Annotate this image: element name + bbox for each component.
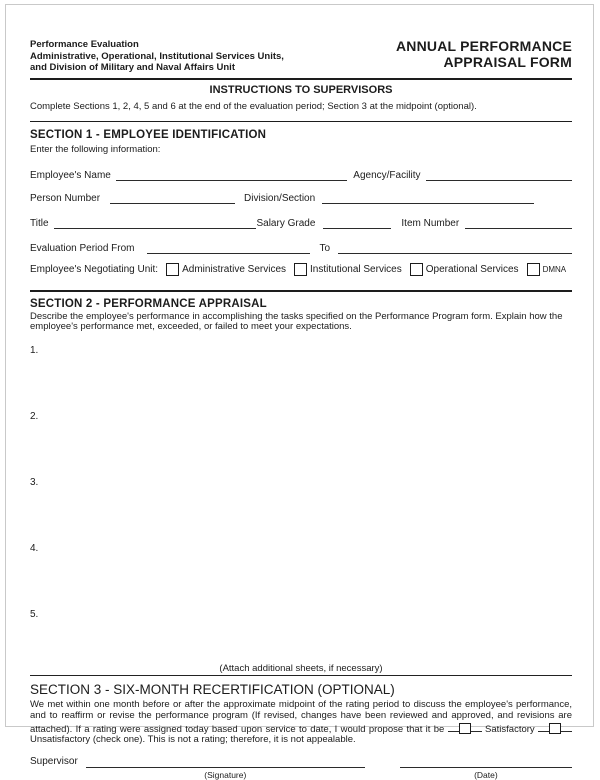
operational-services-checkbox[interactable]: [410, 263, 423, 276]
section2-description: Describe the employee's performance in accomplishing the tasks specified on the Performance Program form. Explain how the employee's performance met, exceeded, or failed to meet your expectations.: [30, 310, 563, 333]
item-3-number: 3.: [30, 477, 39, 489]
satisfactory-line-right: [471, 722, 482, 732]
salary-grade-label: Salary Grade: [256, 218, 316, 229]
title-input-line[interactable]: [54, 216, 257, 229]
form-header: [30, 0, 572, 74]
appraisal-item-2[interactable]: [30, 411, 572, 465]
item-5-number: 5.: [30, 609, 39, 621]
unit-identification: [30, 39, 284, 74]
option-administrative-services: [166, 263, 286, 276]
instructions-title: INSTRUCTIONS TO SUPERVISORS: [209, 83, 393, 96]
instructions-divider: [30, 121, 572, 123]
division-section-input-line[interactable]: [322, 191, 534, 204]
appraisal-item-4[interactable]: [30, 543, 572, 597]
date-caption: (Date): [474, 770, 498, 780]
employees-name-label: Employee's Name: [30, 170, 111, 181]
section3-title: SECTION 3 - SIX-MONTH RECERTIFICATION (OPTIONAL): [30, 682, 395, 698]
form-content: [30, 0, 572, 780]
negotiating-unit-row: [30, 263, 572, 276]
dmna-checkbox[interactable]: [527, 263, 540, 276]
row-name-agency: [30, 168, 572, 181]
item-2-number: 2.: [30, 411, 39, 423]
satisfactory-checkbox[interactable]: [459, 723, 471, 734]
appraisal-items: [30, 345, 572, 663]
form-title-line-2: APPRAISAL FORM: [443, 53, 572, 70]
appraisal-item-3[interactable]: [30, 477, 572, 531]
attach-note: (Attach additional sheets, if necessary): [30, 663, 572, 676]
employees-name-input-line[interactable]: [116, 168, 347, 181]
to-label: To: [319, 243, 331, 254]
row-title-grade-item: [30, 216, 572, 229]
unit-line-2: Administrative, Operational, Institutional Services Units,: [30, 50, 284, 62]
appraisal-item-5[interactable]: [30, 609, 572, 663]
signature-caption: (Signature): [204, 770, 247, 780]
person-number-label: Person Number: [30, 193, 101, 204]
agency-facility-label: Agency/Facility: [353, 170, 421, 181]
option-dmna: [527, 263, 567, 276]
division-section-label: Division/Section: [244, 193, 316, 204]
agency-facility-input-line[interactable]: [426, 168, 572, 181]
section1-divider: [30, 290, 572, 292]
form-title-line-1: ANNUAL PERFORMANCE: [395, 38, 572, 54]
appraisal-item-1[interactable]: [30, 345, 572, 399]
section3-paragraph: [30, 700, 572, 746]
item-1-number: 1.: [30, 345, 39, 357]
option-institutional-services: [294, 263, 402, 276]
instructions-text: Complete Sections 1, 2, 4, 5 and 6 at the end of the evaluation period; Section 3 at the midpoint (optional).: [30, 100, 477, 112]
date-input-line[interactable]: [400, 756, 572, 768]
supervisor-label: Supervisor: [30, 756, 78, 768]
period-from-input-line[interactable]: [147, 241, 310, 254]
row-evaluation-period: [30, 241, 572, 254]
section3-text-2: Unsatisfactory (check one). This is not a rating; therefore, it is not appealable.: [30, 734, 356, 746]
dmna-label: DMNA: [542, 265, 567, 274]
section3-text-1: We met within one month before or after the approximate midpoint of the rating period to discuss the employee's performance, and to reaffirm or revise the performance program (If revised, changes have been reviewed and approved, and revisions are attached). If a rating were assigned today based upon service to date, I would propose that it be: [30, 699, 572, 735]
unit-line-1: Performance Evaluation: [30, 39, 139, 50]
unsatisfactory-line-right: [561, 722, 572, 732]
item-4-number: 4.: [30, 543, 39, 555]
institutional-services-checkbox[interactable]: [294, 263, 307, 276]
satisfactory-label: Satisfactory: [485, 723, 535, 735]
satisfactory-line-left: [448, 722, 459, 732]
section1-subtitle: Enter the following information:: [30, 144, 161, 155]
row-person-division: [30, 191, 572, 204]
administrative-services-label: Administrative Services: [182, 264, 287, 275]
evaluation-period-from-label: Evaluation Period From: [30, 243, 135, 254]
period-to-input-line[interactable]: [338, 241, 572, 254]
unsatisfactory-checkbox[interactable]: [549, 723, 561, 734]
section1-title: SECTION 1 - EMPLOYEE IDENTIFICATION: [30, 129, 267, 141]
administrative-services-checkbox[interactable]: [166, 263, 179, 276]
item-number-label: Item Number: [401, 218, 460, 229]
date-column: [400, 756, 572, 780]
person-number-input-line[interactable]: [110, 191, 235, 204]
form-title: [396, 39, 572, 70]
institutional-services-label: Institutional Services: [310, 264, 402, 275]
signature-column: [86, 756, 365, 780]
header-divider: [30, 78, 572, 80]
title-label: Title: [30, 218, 49, 229]
operational-services-label: Operational Services: [425, 264, 519, 275]
negotiating-unit-label: Employee's Negotiating Unit:: [30, 264, 159, 275]
unsatisfactory-line-left: [538, 722, 549, 732]
item-number-input-line[interactable]: [465, 216, 572, 229]
salary-grade-input-line[interactable]: [323, 216, 391, 229]
signature-input-line[interactable]: [86, 756, 365, 768]
option-operational-services: [410, 263, 519, 276]
section2-title: SECTION 2 - PERFORMANCE APPRAISAL: [30, 297, 267, 310]
supervisor-row: [30, 756, 572, 780]
unit-line-3: and Division of Military and Naval Affairs Unit: [30, 62, 235, 73]
